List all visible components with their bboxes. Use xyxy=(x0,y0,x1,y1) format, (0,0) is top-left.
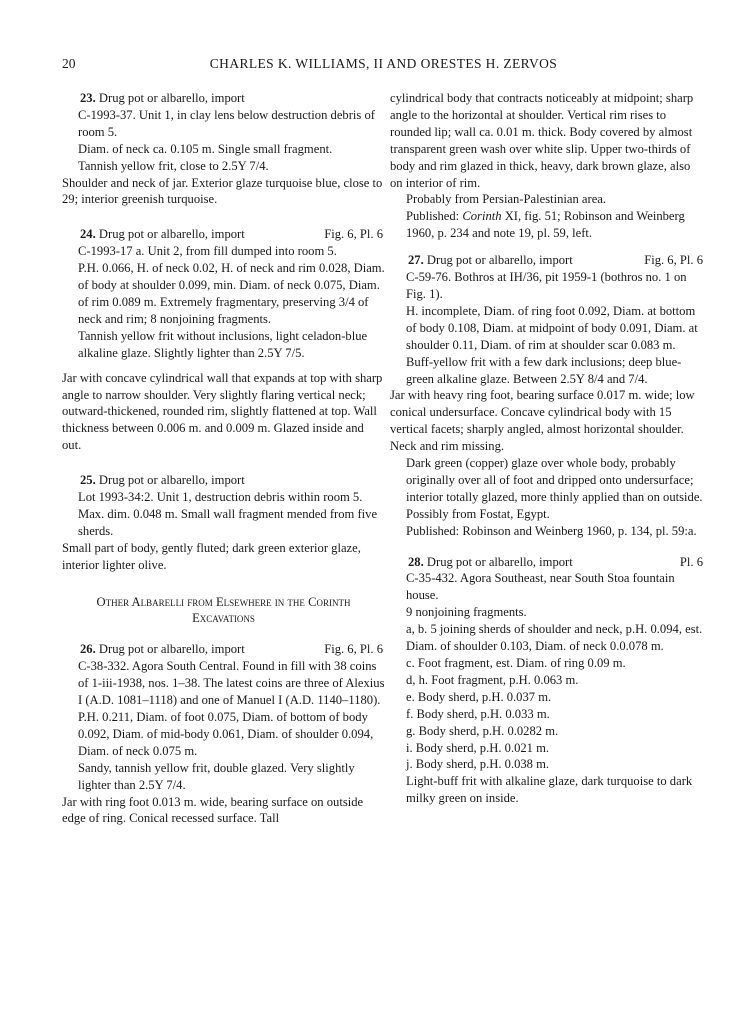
entry-description: Jar with ring foot 0.013 m. wide, bearing surface on outside edge of ring. Conical recessed surface. Tall xyxy=(62,794,364,826)
entry-number: 28. xyxy=(408,554,424,569)
entry-heading xyxy=(62,641,385,658)
entry-published xyxy=(390,208,705,242)
figure-reference: Pl. 6 xyxy=(679,554,703,569)
entry-line: Buff-yellow frit with a few dark inclusions; deep blue-green alkaline glaze. Between 2.5Y 8/4 and 7/4. xyxy=(406,354,682,386)
entry-title: Drug pot or albarello, import xyxy=(98,473,245,488)
entry-line: Light-buff frit with alkaline glaze, dark turquoise to dark milky green on inside. xyxy=(406,774,693,806)
entry-line: H. incomplete, Diam. of ring foot 0.092, Diam. at bottom of body 0.108, Diam. at midpoint of body 0.091, Diam. at shoulder 0.11, Diam. of rim at shoulder scar 0.083 m. xyxy=(406,303,698,352)
entry-title: Drug pot or albarello, import xyxy=(98,642,245,657)
publication-title: Corinth xyxy=(462,209,502,224)
entry-heading xyxy=(390,554,705,571)
entry-number: 26. xyxy=(80,642,96,657)
entry-description: Dark green (copper) glaze over whole body, probably originally over all of foot and dripped onto undersurface; interior totally glazed, more thinly applied than on outside. xyxy=(406,456,703,504)
entry-line: C-1993-37. Unit 1, in clay lens below destruction debris of room 5. xyxy=(78,107,375,139)
entry-title: Drug pot or albarello, import xyxy=(426,554,573,569)
figure-reference: Fig. 6, Pl. 6 xyxy=(324,227,383,242)
entry-line: a, b. 5 joining sherds of shoulder and neck, p.H. 0.094, est. Diam. of shoulder 0.103, Diam. of neck 0.0.078 m. xyxy=(406,622,703,654)
published-label: Published: xyxy=(406,209,460,224)
entry-line: 9 nonjoining fragments. xyxy=(406,605,527,620)
entry-title: Drug pot or albarello, import xyxy=(98,227,245,242)
entry-line: i. Body sherd, p.H. 0.021 m. xyxy=(406,740,550,755)
entry-description-continued: cylindrical body that contracts noticeably at midpoint; sharp angle to the horizontal at shoulder. Vertical rim rises to rounded lip; wall ca. 0.01 m. thick. Body covered by almost transparent green wash over white slip. Upper two-thirds of body and rim glazed in thick, heavy, dark brown glaze, also on interior of rim. xyxy=(390,91,694,190)
entry-origin: Probably from Persian-Palestinian area. xyxy=(406,192,607,207)
catalog-entry-24 xyxy=(62,226,385,454)
entry-published: Published: Robinson and Weinberg 1960, p. 134, pl. 59:a. xyxy=(406,523,697,538)
entry-line: Tannish yellow frit, close to 2.5Y 7/4. xyxy=(78,158,269,173)
entry-origin: Possibly from Fostat, Egypt. xyxy=(406,506,550,521)
running-header xyxy=(62,56,705,76)
entry-description: Small part of body, gently fluted; dark green exterior glaze, interior lighter olive. xyxy=(62,540,361,572)
section-title: Other Albarelli from Elsewhere in the Corinth Excavations xyxy=(96,594,351,626)
entry-line: P.H. 0.211, Diam. of foot 0.075, Diam. of bottom of body 0.092, Diam. of mid-body 0.061, Diam. of shoulder 0.094, Diam. of neck 0.075 m. xyxy=(78,710,374,758)
catalog-entry-26 xyxy=(62,641,385,827)
entry-heading xyxy=(62,90,385,107)
right-column xyxy=(390,90,705,807)
catalog-entry-23 xyxy=(62,90,385,208)
entry-heading xyxy=(390,252,705,269)
running-title: CHARLES K. WILLIAMS, II AND ORESTES H. ZERVOS xyxy=(209,56,558,71)
entry-line: C-1993-17 a. Unit 2, from fill dumped into room 5. xyxy=(78,244,337,259)
entry-description: Jar with concave cylindrical wall that expands at top with sharp angle to narrow shoulder. Very slightly flaring vertical neck; outward-thickened, rounded rim, slightly flattened at top. Wall thickness between 0.006 m. and 0.009 m. Glazed inside and out. xyxy=(62,370,383,453)
entry-number: 25. xyxy=(80,473,96,488)
entry-description: Shoulder and neck of jar. Exterior glaze turquoise blue, close to 29; interior greenish turquoise. xyxy=(62,175,383,207)
entry-line: f. Body sherd, p.H. 0.033 m. xyxy=(406,706,550,721)
entry-line: Lot 1993-34:2. Unit 1, destruction debris within room 5. xyxy=(78,490,363,505)
entry-line: Diam. of neck ca. 0.105 m. Single small fragment. xyxy=(78,141,333,156)
catalog-entry-27 xyxy=(390,252,705,539)
entry-heading xyxy=(62,472,385,489)
catalog-entry-28 xyxy=(390,554,705,808)
entry-title: Drug pot or albarello, import xyxy=(98,91,245,105)
figure-reference: Fig. 6, Pl. 6 xyxy=(644,253,703,268)
entry-line: d, h. Foot fragment, p.H. 0.063 m. xyxy=(406,672,579,687)
entry-line: Max. dim. 0.048 m. Small wall fragment mended from five sherds. xyxy=(78,506,378,538)
entry-description: Jar with heavy ring foot, bearing surface 0.017 m. wide; low conical undersurface. Concave cylindrical body with 15 vertical facets; sharply angled, almost horizontal shoulder. Neck and rim missing. xyxy=(390,388,695,454)
entry-number: 24. xyxy=(80,227,96,242)
entry-line: g. Body sherd, p.H. 0.0282 m. xyxy=(406,723,559,738)
catalog-entry-25 xyxy=(62,472,385,573)
entry-line: c. Foot fragment, est. Diam. of ring 0.09 m. xyxy=(406,656,626,670)
entry-line: e. Body sherd, p.H. 0.037 m. xyxy=(406,689,552,704)
entry-line: P.H. 0.066, H. of neck 0.02, H. of neck and rim 0.028, Diam. of body at shoulder 0.099, min. Diam. of neck 0.075, Diam. of rim 0.089 m. Extremely fragmentary, preserving 3/4 of neck and rim; 8 nonjoining fragments. xyxy=(78,261,385,326)
entry-line: Tannish yellow frit without inclusions, light celadon-blue alkaline glaze. Slightly lighter than 2.5Y 7/5. xyxy=(78,328,368,360)
entry-line: j. Body sherd, p.H. 0.038 m. xyxy=(406,757,550,772)
entry-number: 23. xyxy=(80,91,96,105)
entry-title: Drug pot or albarello, import xyxy=(426,253,573,268)
entry-line: C-59-76. Bothros at IH/36, pit 1959-1 (bothros no. 1 on Fig. 1). xyxy=(406,270,687,301)
entry-line: C-35-432. Agora Southeast, near South Stoa fountain house. xyxy=(406,571,675,603)
entry-heading xyxy=(62,226,385,243)
figure-reference: Fig. 6, Pl. 6 xyxy=(324,642,383,657)
entry-number: 27. xyxy=(408,253,424,268)
left-column xyxy=(62,90,385,827)
publication-details: XI, fig. 51; Robinson and Weinberg 1960, p. 234 and note 19, pl. 59, left. xyxy=(406,209,685,241)
page-number: 20 xyxy=(62,56,76,71)
entry-line: Sandy, tannish yellow frit, double glazed. Very slightly lighter than 2.5Y 7/4. xyxy=(78,760,355,792)
entry-line: C-38-332. Agora South Central. Found in fill with 38 coins of 1-iii-1938, nos. 1–38. The latest coins are three of Alexius I (A.D. 1081–1118) and one of Manuel I (A.D. 1140–1180). xyxy=(78,659,385,708)
